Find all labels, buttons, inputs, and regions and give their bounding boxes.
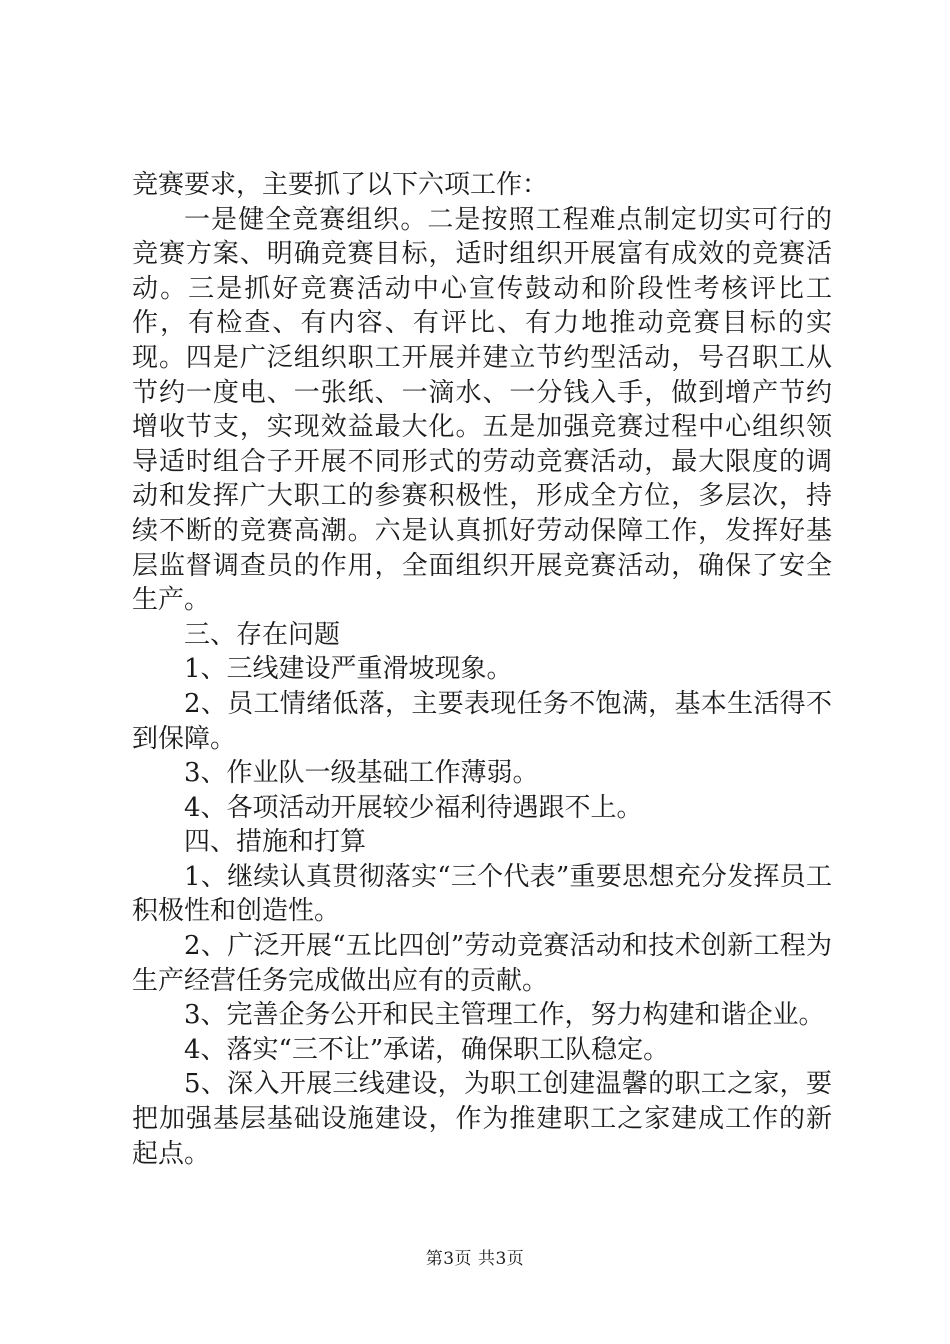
- problem-item-3: 3、作业队一级基础工作薄弱。: [184, 758, 539, 789]
- problem-item-1: 1、三线建设严重滑坡现象。: [184, 654, 513, 685]
- measure-item-1: 1、继续认真贯彻落实“三个代表”重要思想充分发挥员工积极性和创造性。: [132, 861, 832, 927]
- measure-item-2: 2、广泛开展“五比四创”劳动竞赛活动和技术创新工程为生产经营任务完成做出应有的贡献。: [132, 931, 832, 996]
- measure-item-5: 5、深入开展三线建设，为职工创建温馨的职工之家，要把加强基层基础设施建设，作为推建职工之家建成工作的新起点。: [132, 1069, 832, 1169]
- measure-item-3: 3、完善企务公开和民主管理工作，努力构建和谐企业。: [184, 1000, 825, 1031]
- paragraph-requirements-intro: 竞赛要求，主要抓了以下六项工作：: [132, 170, 549, 200]
- page-number-footer: 第3页 共3页: [425, 1249, 525, 1269]
- measure-item-4: 4、落实“三不让”承诺，确保职工队稳定。: [184, 1034, 670, 1065]
- document-body: [132, 168, 832, 1171]
- heading-measures-plans: 四、措施和打算: [184, 827, 367, 858]
- paragraph-six-tasks: 一是健全竞赛组织。二是按照工程难点制定切实可行的竞赛方案、明确竞赛目标，适时组织开展富有成效的竞赛活动。三是抓好竞赛活动中心宣传鼓动和阶段性考核评比工作，有检查、有内容、有评比、有力地推动竞赛目标的实现。四是广泛组织职工开展并建立节约型活动，号召职工从节约一度电、一张纸、一滴水、一分钱入手，做到增产节约增收节支，实现效益最大化。五是加强竞赛过程中心组织领导适时组合子开展不同形式的劳动竞赛活动，最大限度的调动和发挥广大职工的参赛积极性，形成全方位，多层次，持续不断的竞赛高潮。六是认真抓好劳动保障工作，发挥好基层监督调查员的作用，全面组织开展竞赛活动，确保了安全生产。: [132, 204, 832, 616]
- problem-item-4: 4、各项活动开展较少福利待遇跟不上。: [184, 792, 643, 823]
- heading-existing-problems: 三、存在问题: [184, 619, 341, 650]
- problem-item-2: 2、员工情绪低落，主要表现任务不饱满，基本生活得不到保障。: [132, 688, 832, 754]
